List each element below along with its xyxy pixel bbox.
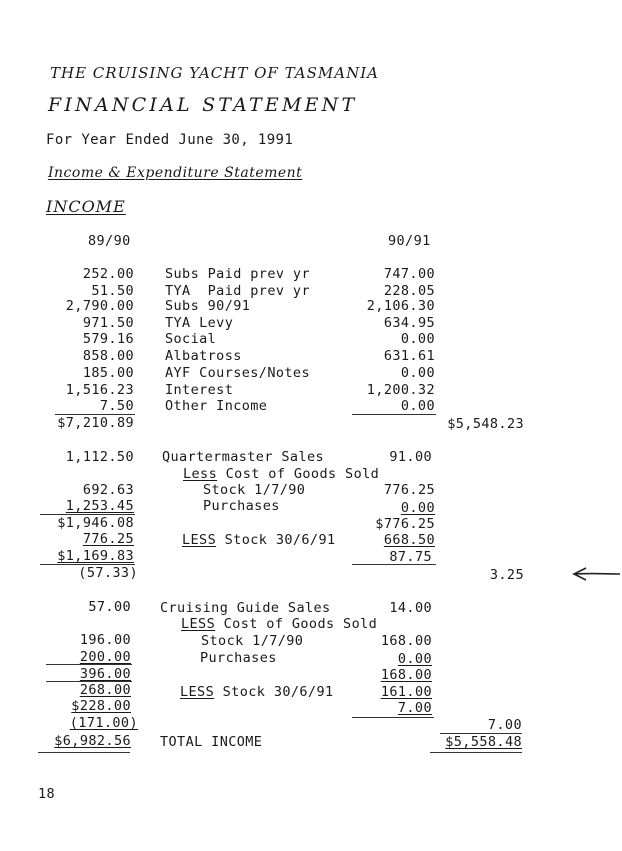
qm-close: 668.50 — [383, 532, 435, 548]
col-header-curr: 90/91 — [388, 233, 431, 249]
row-curr: 0.00 — [400, 398, 435, 414]
row-label: Social — [165, 331, 217, 347]
cg-close-prev: 268.00 — [79, 682, 131, 698]
total-income-label: TOTAL INCOME — [160, 734, 263, 750]
qm-net: 3.25 — [489, 567, 524, 583]
row-label: Other Income — [165, 398, 268, 414]
col-header-prev: 89/90 — [88, 233, 131, 249]
qm-less-line — [183, 466, 379, 482]
row-prev: 1,516.23 — [65, 382, 134, 398]
qm-less-label: Cost of Goods Sold — [217, 466, 380, 482]
row-prev: 51.50 — [91, 283, 134, 299]
cg-stock: 168.00 — [380, 633, 432, 649]
row-prev: 971.50 — [82, 315, 134, 331]
document-title: FINANCIAL STATEMENT — [48, 94, 358, 116]
cg-label: Cruising Guide Sales — [160, 600, 331, 616]
qm-cogs: 87.75 — [389, 549, 432, 565]
cg-close-word: LESS — [180, 684, 215, 700]
rule-cg-prev-a — [46, 664, 132, 665]
row-prev: 7.50 — [99, 398, 134, 414]
cg-close-line — [180, 684, 334, 700]
qm-prev-sales: 1,112.50 — [65, 449, 134, 465]
rule-qm-cogs-prev — [40, 564, 135, 565]
qm-close-word: LESS — [182, 532, 217, 548]
row-curr: 228.05 — [383, 283, 435, 299]
total-income-prev: $6,982.56 — [54, 733, 131, 749]
qm-label: Quartermaster Sales — [162, 449, 325, 465]
cg-sub: 168.00 — [380, 667, 432, 683]
row-curr: 2,106.30 — [366, 298, 435, 314]
cg-less-line — [181, 616, 377, 632]
page-number: 18 — [38, 786, 56, 802]
row-prev: 858.00 — [82, 348, 134, 364]
qm-sub-prev: $1,946.08 — [57, 515, 134, 531]
qm-sales: 91.00 — [389, 449, 432, 465]
row-curr: 0.00 — [400, 365, 435, 381]
cg-stock-label: Stock 1/7/90 — [201, 633, 304, 649]
row-curr: 631.61 — [383, 348, 435, 364]
cg-less-label: Cost of Goods Sold — [215, 616, 378, 632]
cg-net-prev: (171.00) — [69, 715, 138, 731]
qm-close-prev: 776.25 — [82, 531, 134, 547]
cg-purch-prev: 200.00 — [79, 649, 131, 665]
period-line: For Year Ended June 30, 1991 — [46, 132, 294, 148]
row-label: TYA Paid prev yr — [165, 283, 310, 299]
statement-title: Income & Expenditure Statement — [48, 165, 303, 181]
rule-cg-prev-b — [46, 681, 132, 682]
cg-close-label: Stock 30/6/91 — [214, 684, 334, 700]
qm-stock-prev: 692.63 — [82, 482, 134, 498]
qm-close-line — [182, 532, 336, 548]
row-curr: 0.00 — [400, 331, 435, 347]
row-label: AYF Courses/Notes — [165, 365, 310, 381]
qm-purch-prev: 1,253.45 — [65, 498, 134, 514]
row-label: TYA Levy — [165, 315, 234, 331]
cg-cogs-prev: $228.00 — [71, 698, 131, 714]
rule-qm-sub-prev — [40, 514, 135, 515]
org-name: THE CRUISING YACHT OF TASMANIA — [50, 64, 379, 82]
cg-sub-prev: 396.00 — [79, 666, 131, 682]
qm-cogs-prev: $1,169.83 — [57, 548, 134, 564]
income-total: $5,548.23 — [447, 416, 524, 432]
row-prev: 185.00 — [82, 365, 134, 381]
qm-net-prev: (57.33) — [78, 565, 138, 581]
row-label: Subs Paid prev yr — [165, 266, 310, 282]
row-prev: 2,790.00 — [65, 298, 134, 314]
arrow-left-icon — [570, 565, 622, 587]
row-curr: 747.00 — [383, 266, 435, 282]
cg-close: 161.00 — [380, 684, 432, 700]
row-prev: 579.16 — [82, 331, 134, 347]
cg-sales: 14.00 — [389, 600, 432, 616]
cg-less-word: LESS — [181, 616, 216, 632]
row-curr: 1,200.32 — [366, 382, 435, 398]
qm-purch-label: Purchases — [203, 498, 280, 514]
cg-prev-sales: 57.00 — [88, 599, 131, 615]
rule-total-curr-dbl — [430, 752, 522, 753]
row-curr: 634.95 — [383, 315, 435, 331]
qm-stock-label: Stock 1/7/90 — [203, 482, 306, 498]
qm-less-word: Less — [183, 466, 218, 482]
income-total-prev: $7,210.89 — [57, 415, 134, 431]
cg-purch-label: Purchases — [200, 650, 277, 666]
qm-purch: 0.00 — [400, 500, 435, 516]
row-prev: 252.00 — [82, 266, 134, 282]
qm-sub: $776.25 — [375, 516, 435, 532]
rule-cg-curr-b — [352, 717, 434, 718]
rule-curr-income — [352, 414, 436, 415]
total-income: $5,558.48 — [445, 734, 522, 750]
cg-net: 7.00 — [487, 717, 522, 733]
rule-qm-cogs-curr — [352, 564, 436, 565]
row-label: Interest — [165, 382, 234, 398]
row-label: Albatross — [165, 348, 242, 364]
cg-cogs: 7.00 — [397, 700, 432, 716]
rule-total-prev-dbl — [38, 752, 130, 753]
qm-stock: 776.25 — [383, 482, 435, 498]
section-heading: INCOME — [46, 197, 126, 216]
qm-close-label: Stock 30/6/91 — [216, 532, 336, 548]
cg-stock-prev: 196.00 — [79, 632, 131, 648]
row-label: Subs 90/91 — [165, 298, 251, 314]
cg-purch: 0.00 — [397, 651, 432, 667]
